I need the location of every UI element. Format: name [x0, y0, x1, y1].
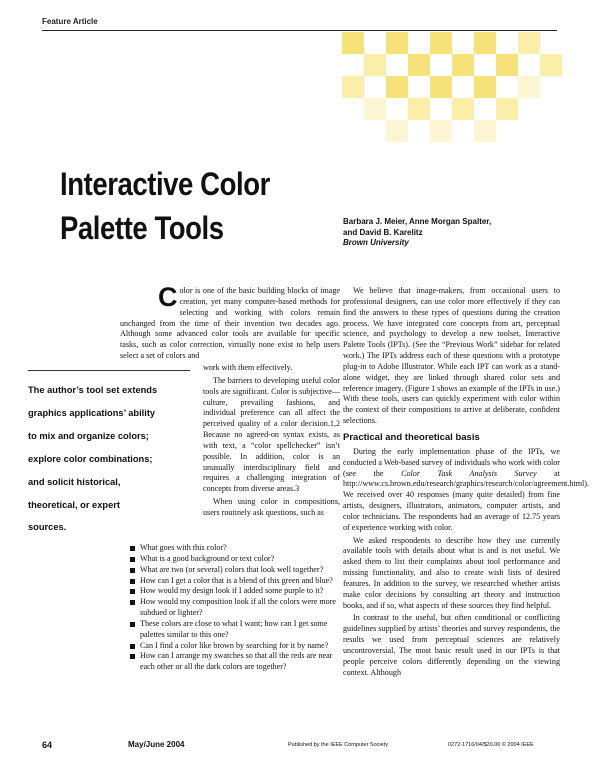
drop-cap: C	[158, 282, 178, 312]
respondents-paragraph: We asked respondents to describe how they use currently available tools with details about what is and is not useful. We asked them to list their complaints about tool performance and missing functionality, and also to create wish lists of desired features. In addition to the survey, we researched whether artists make color decisions by consulting art theory and instruction books, and if so, what aspects of these sources they find helpful.	[343, 535, 560, 610]
list-item: How would my composition look if all the colors were more subdued or lighter?	[124, 597, 340, 619]
list-item: What goes with this color?	[124, 543, 340, 554]
pull-quote-line: sources.	[28, 522, 67, 533]
intro-paragraph-end: work with them effectively.	[203, 363, 293, 372]
article-title	[60, 162, 301, 250]
intro-paragraph: olor is one of the basic building blocks of image creation, yet many computer-based methods for selecting and working with colors remain unchanged from the time of their invention two decades ago. Although some advanced color tools are available for specific tasks, such as color correction, virtually none exist to help users select a set of colors and	[120, 286, 340, 361]
copyright-line: 0272-1716/04/$20.00 © 2004 IEEE	[448, 742, 534, 748]
bullet-square-icon	[130, 600, 135, 605]
affiliation: Brown University	[343, 238, 409, 247]
pull-quote-line: explore color combinations;	[28, 453, 153, 464]
pull-quote	[28, 379, 190, 539]
body-column-1-intro	[120, 282, 340, 362]
pull-quote-rule	[28, 370, 190, 371]
body-column-2	[343, 286, 590, 681]
question-list	[124, 543, 340, 673]
list-item: What are two (or several) colors that look well together?	[124, 565, 340, 576]
bullet-square-icon	[130, 546, 135, 551]
authors-line-1: Barbara J. Meier, Anne Morgan Spalter,	[343, 217, 492, 226]
pull-quote-line: The author’s tool set extends	[28, 385, 158, 395]
questions-intro-paragraph: When using color in compositions, users routinely ask questions, such as	[203, 497, 340, 517]
publisher-line: Published by the IEEE Computer Society	[288, 742, 388, 748]
list-item: These colors are close to what I want; how can I get some palettes similar to this one?	[124, 619, 340, 641]
bullet-square-icon	[130, 568, 135, 573]
body-column-1-narrow	[203, 363, 340, 521]
bullet-square-icon	[130, 589, 135, 594]
issue-date: May/June 2004	[128, 740, 185, 749]
pull-quote-line: graphics applications’ ability	[28, 407, 156, 418]
survey-paragraph: During the early implementation phase of the IPTs, we conducted a Web-based survey of individuals who work with color (see the Color Task Analysis Survey at http://www.cs.brown.edu/research/graphics/research/color/agreement.html). We received over 40 responses (many quite detailed) from fine artists, designers, illustrators, animators, computer artists, and color technicians. The respondents had an average of 12.75 years of experience working with color.	[343, 446, 590, 532]
list-item: How would my design look if I added some purple to it?	[124, 586, 340, 597]
survey-title: Color Task Analysis Survey	[401, 468, 537, 478]
bullet-square-icon	[130, 644, 135, 649]
contrast-paragraph: In contrast to the useful, but often conditional or conflicting guidelines supplied by artists’ theories and survey respondents, the results we used from perceptual sciences are relatively uncontroversial. The most basic result used in our IPTs is that people perceive colors differently depending on the viewing context. Although	[343, 613, 560, 677]
list-item: How can I arrange my swatches so that all the reds are near each other or all the dark colors are together?	[124, 651, 340, 673]
bullet-square-icon	[130, 557, 135, 562]
decorative-squares	[0, 0, 600, 160]
title-line-2: Palette Tools	[60, 210, 224, 246]
section-heading: Practical and theoretical basis	[343, 431, 480, 443]
pull-quote-line: and solicit historical,	[28, 476, 121, 487]
bullet-square-icon	[130, 654, 135, 659]
list-item: What is a good background or text color?	[124, 554, 340, 565]
page-number: 64	[42, 740, 53, 750]
pull-quote-line: to mix and organize colors;	[28, 430, 149, 441]
pull-quote-line: theoretical, or expert	[28, 499, 120, 510]
list-item: How can I get a color that is a blend of this green and blue?	[124, 576, 340, 587]
authors	[343, 216, 563, 238]
barriers-paragraph: The barriers to developing useful color tools are significant. Color is subjective—culture, prevailing fashions, and individual preference can all affect the perceived quality of a color decision.1,2 Because no agreed-on syntax exists, as with text, a “color spellchecker” isn’t possible. In addition, color is an unusually interdisciplinary field and requires a challenging integration of concepts from diverse areas.3	[203, 375, 340, 494]
section-label: Feature Article	[42, 17, 98, 26]
list-item: Can I find a color like brown by searching for it by name?	[124, 641, 340, 652]
title-line-1: Interactive Color	[60, 166, 270, 202]
bullet-square-icon	[130, 579, 135, 584]
belief-paragraph: We believe that image-makers, from occasional users to professional designers, can use color more effectively if they can find the answers to these types of questions during the creation process. We have integrated core concepts from art, perceptual science, and psychology to develop a new toolset, Interactive Palette Tools (IPTs). (See the “Previous Work” sidebar for related work.) The IPTs address each of these questions with a prototype plug-in to Adobe Illustrator. While each IPT can work as a stand-alone widget, they are linked through shared color sets and reference imagery. (Figure 1 shows an example of the IPTs in use.) With these tools, users can quickly experiment with color within the context of their compositions to arrive at deliberate, confident selections.	[343, 286, 560, 426]
authors-line-2: and David B. Karelitz	[343, 228, 423, 237]
bullet-square-icon	[130, 622, 135, 627]
